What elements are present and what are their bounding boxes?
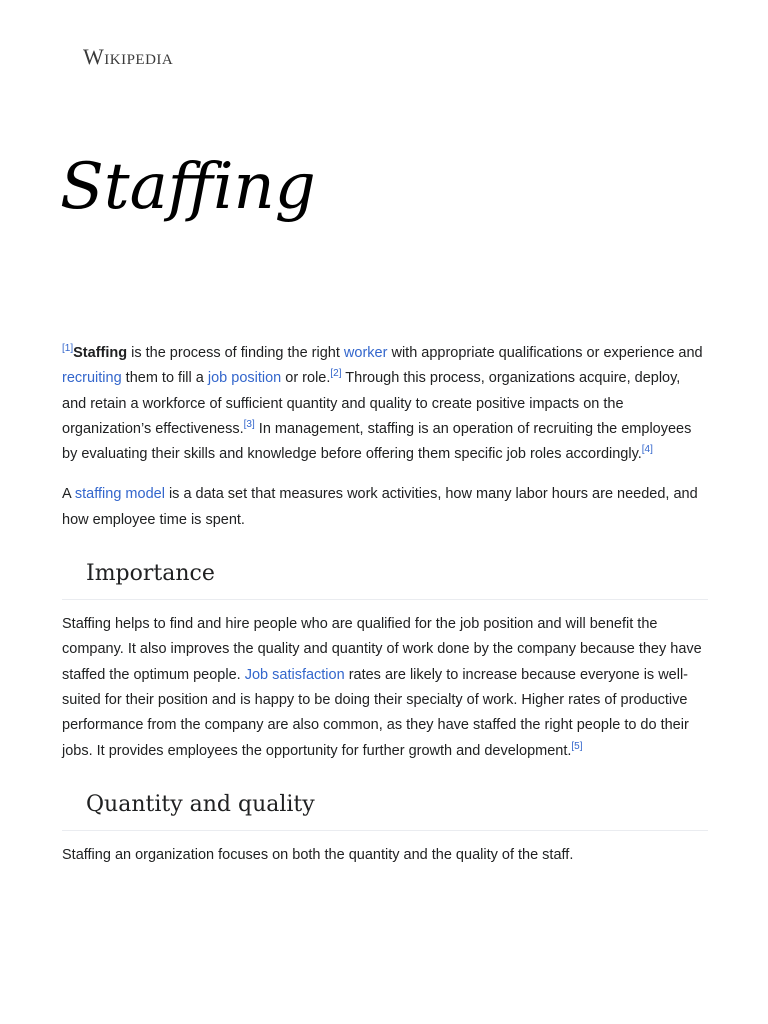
intro-text-6: In management, staffing is an operation of recruiting the employees by evaluating their skills and knowledge before offering them specific job roles accordingly.	[62, 420, 692, 463]
section-heading-importance[interactable]: Importance	[62, 559, 708, 600]
reference-1[interactable]: [1]	[62, 343, 74, 355]
wikipedia-logo[interactable]: Wikipedia	[83, 44, 174, 69]
intro-text-3: them to fill a	[121, 370, 208, 387]
reference-5[interactable]: [5]	[571, 740, 583, 752]
article-body	[62, 341, 708, 883]
link-recruiting[interactable]: recruiting	[62, 370, 122, 387]
quantity-quality-paragraph: Staffing an organization focuses on both the quantity and the quality of the staff.	[62, 846, 574, 863]
para2-text-1: A	[62, 486, 75, 503]
link-staffing-model[interactable]: staffing model	[74, 486, 165, 503]
para2-text-2: is a data set that measures work activities, how many labor hours are needed, and how employee time is spent.	[62, 486, 698, 528]
intro-text-2: with appropriate qualifications or experience and	[387, 345, 703, 361]
importance-paragraph	[62, 612, 708, 764]
importance-text-2: rates are likely to increase because everyone is well-suited for their position and is happy to be doing their specialty of work. Higher rates of productive performance from the company are also common, as they have staffed the right people to do their jobs. It provides employees the opportunity for further growth and development.	[62, 666, 689, 759]
section-heading-quantity-and-quality[interactable]: Quantity and quality	[62, 790, 708, 831]
reference-4[interactable]: [4]	[641, 444, 653, 456]
bold-term: Staffing	[73, 345, 128, 361]
intro-text-5: Through this process, organizations acquire, deploy, and retain a workforce of sufficient quantity and quality to create positive impacts on the organization’s effectiveness.	[62, 370, 681, 437]
reference-2[interactable]: [2]	[330, 368, 342, 380]
intro-text-4: or role.	[281, 370, 331, 387]
link-worker[interactable]: worker	[343, 345, 388, 361]
intro-paragraph	[62, 341, 708, 467]
link-job-satisfaction[interactable]: Job satisfaction	[244, 666, 345, 683]
staffing-model-paragraph	[62, 482, 708, 533]
page-title: Staffing	[60, 150, 316, 224]
link-job-position[interactable]: job position	[207, 370, 282, 387]
intro-text-1: is the process of finding the right	[127, 345, 344, 361]
importance-text-1: Staffing helps to find and hire people who are qualified for the job position and will benefit the company. It also improves the quality and quantity of work done by the company because they have staffed the optimum people.	[62, 616, 702, 683]
reference-3[interactable]: [3]	[243, 419, 255, 431]
